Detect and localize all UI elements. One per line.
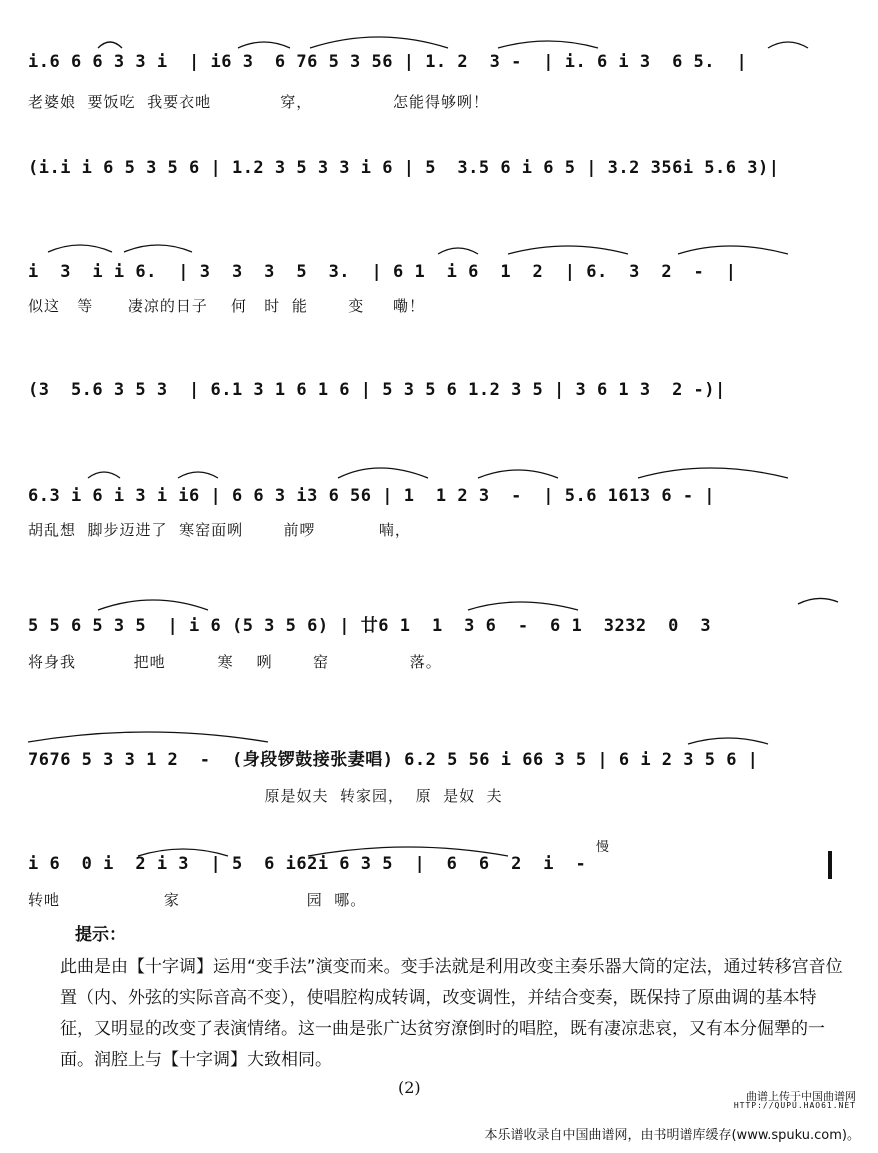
notation-line: i 3 i i 6. | 3 3 3 5 3. | 6 1 i 6 1 2 | 6. 3 2 - | bbox=[28, 262, 737, 282]
source-footer: 本乐谱收录自中国曲谱网，由书明谱库缓存(www.spuku.com)。 bbox=[484, 1128, 860, 1143]
notation-line: (3 5.6 3 5 3 | 6.1 3 1 6 1 6 | 5 3 5 6 1.2 3 5 | 3 6 1 3 2 -)| bbox=[28, 380, 726, 400]
notation-line: (i.i i 6 5 3 5 6 | 1.2 3 5 3 3 i 6 | 5 3.5 6 i 6 5 | 3.2 356i 5.6 3)| bbox=[28, 158, 780, 178]
lyrics-line: 转吔 家 园 哪。 bbox=[28, 891, 367, 909]
slur-marks bbox=[28, 228, 858, 258]
notation-line: 6.3 i 6 i 3 i i6 | 6 6 3 i3 6 56 | 1 1 2 3 - | 5.6 1613 6 - | bbox=[28, 486, 716, 506]
lyrics-line: 老婆娘 要饭吃 我要衣吔 穿， 怎能得够咧！ bbox=[28, 93, 490, 111]
notation-line: i.6 6 6 3 3 i | i6 3 6 76 5 3 56 | 1. 2 3 - | i. 6 i 3 6 5. | bbox=[28, 52, 748, 72]
slur-marks bbox=[28, 452, 858, 482]
lyrics-line: 将身我 把吔 寒 咧 窑 落。 bbox=[28, 653, 442, 671]
notation-line: i 6 0 i 2 i 3 | 5 6 i62i 6 3 5 | 6 6 2 i - bbox=[28, 854, 587, 874]
watermark-line-1: 曲谱上传于中国曲谱网 bbox=[746, 1090, 856, 1103]
lyrics-line: 似这 等 凄凉的日子 何 时 能 变 嘞！ bbox=[28, 297, 426, 315]
tips-body: 此曲是由【十字调】运用“变手法”演变而来。变手法就是利用改变主奏乐器大筒的定法，通过转移宫音位置（内、外弦的实际音高不变），使唱腔构成转调，改变调性，并结合变奏，既保持了原曲调的基本特征，又明显的改变了表演情绪。这一曲是张广达贫穷潦倒时的唱腔，既有凄凉悲哀，又有本分倔犟的一面。润腔上与【十字调】大致相同。 bbox=[60, 957, 843, 1070]
tips-title: 提示： bbox=[75, 925, 126, 945]
notation-line: 7676 5 3 3 1 2 - (身段锣鼓接张妻唱) 6.2 5 56 i 66 3 5 | 6 i 2 3 5 6 | bbox=[28, 750, 759, 770]
final-barline bbox=[828, 851, 832, 879]
page-number: (2) bbox=[398, 1078, 421, 1097]
tempo-mark-slow: 慢 bbox=[596, 840, 610, 855]
notation-line: 5 5 6 5 3 5 | i 6 (5 3 5 6) | 廿6 1 1 3 6 - 6 1 3232 0 3 bbox=[28, 616, 712, 636]
lyrics-line: 胡乱想 脚步迈进了 寒窑面咧 前啰 喃， bbox=[28, 521, 411, 539]
watermark-line-2: HTTP://QUPU.HAO61.NET bbox=[733, 1101, 856, 1110]
lyrics-line: 原是奴夫 转家园， 原 是奴 夫 bbox=[28, 787, 503, 805]
